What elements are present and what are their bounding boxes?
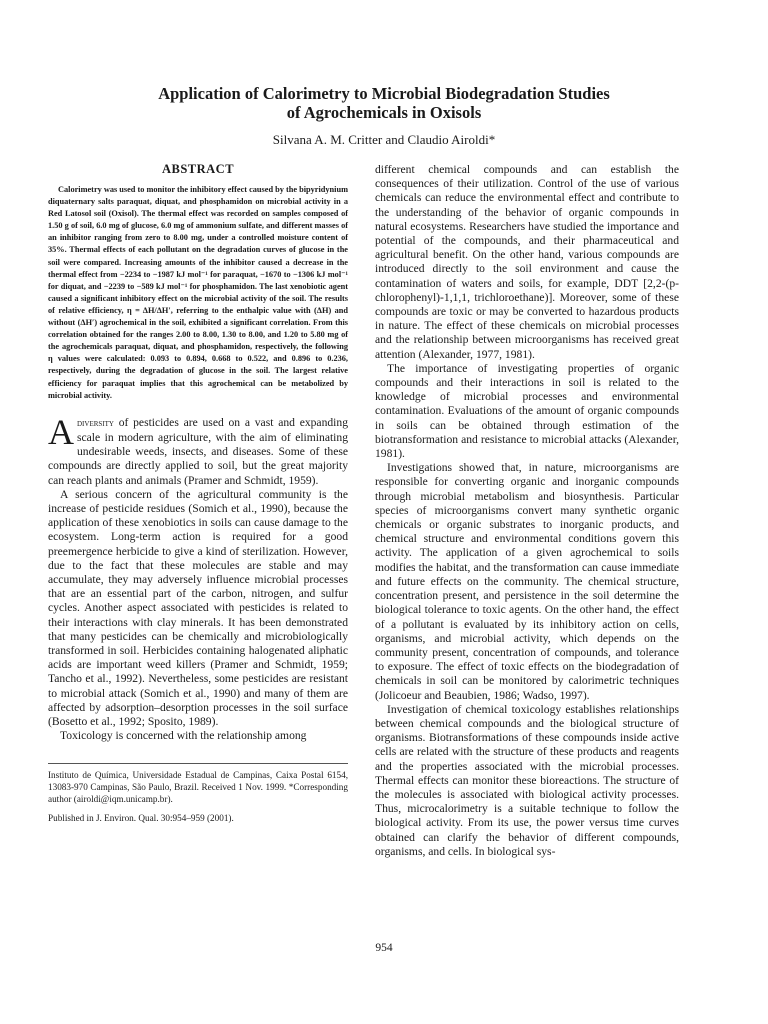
affiliation-footnote: Instituto de Química, Universidade Estadual de Campinas, Caixa Postal 6154, 13083-970 Campinas, São Paulo, Brazil. Received 1 Nov. 1999. *Corresponding author (airoldi@iqm.unicamp.br). [48,770,348,804]
page-number: 954 [375,942,393,954]
intro-paragraph-1-text: of pesticides are used on a vast and expanding scale in modern agriculture, with the aim of eliminating undesirable weeds, insects, and diseases. Some of these compounds are directly applied to soil, but the great majority can reach plants and animals (Pramer and Schmidt, 1959). [48,415,348,487]
footnote-divider [48,763,348,764]
right-paragraph-3: Investigations showed that, in nature, microorganisms are responsible for converting organic and inorganic compounds through microbial metabolism and biosynthesis. Particular species of microorganisms convert many synthetic organic chemicals or organic substrates to inorganic products, and chemical structure and environmental conditions govern this activity. The application of a given agrochemical to soils modifies the habitat, and the transformation can cause immediate and future effects on the community. The chemical structure, concentration present, and persistence in the soil determine the biological tolerance to toxic agents. On the other hand, the effect of a pollutant is evaluated by its inhibitory action on cells, organisms, and microbial activity, which depends on the community present, concentration of compounds, and tolerance to exposure. The effect of toxic effects on the biodegradation of chemicals in soil can be monitored by calorimetric techniques (Jolicoeur and Beaubien, 1986; Wadso, 1997). [375,461,679,702]
title-line-1: Application of Calorimetry to Microbial Biodegradation Studies [158,84,610,103]
right-paragraph-1: different chemical compounds and can establish the consequences of their utilization. Control of the use of various chemicals can reduce the environmental effect and contribute to the understanding of the behavior of organic compounds in natural ecosystems. Researchers have studied the importance and potential of the compounds, and their pharmaceutical and agricultural benefit. On the other hand, various compounds are introduced directly to the soil environment and cause the contamination of waters and soils, for example, DDT [2,2-(p-chlorophenyl)-1,1,1, trichloroethane)]. Moreover, some of these compounds are toxic or may be converted to hazardous products in nature. The effect of these chemicals on microbial processes and the relationship between microorganisms has received great attention (Alexander, 1977, 1981). [375,163,679,361]
right-paragraph-4: Investigation of chemical toxicology establishes relationships between chemical compounds and the biological structure of organisms. Biotransformations of these compounds inside active cells are related with the structure of these products and reagents and the properties associated with the microbial processes. Thermal effects can monitor these bioreactions. The structure of the molecules is associated with biological activity processes. Thus, microcalorimetry is a suitable technique to follow the biological activity. From its use, the power versus time curves obtained can clarify the behavior of different compounds, organisms, and cells. In biological sys- [375,702,679,858]
drop-cap: A [48,411,74,452]
intro-smallcaps: diversity [77,417,114,429]
title-line-2: of Agrochemicals in Oxisols [286,103,482,122]
intro-paragraph-3: Toxicology is concerned with the relationship among [60,729,307,743]
abstract-text: Calorimetry was used to monitor the inhibitory effect caused by the bipyridynium diquaternary salts paraquat, diquat, and phosphamidon on microbial activity in a Red Latosol soil (Oxisol). The thermal effect was recorded on samples composed of 1.50 g of soil, 6.0 mg of glucose, 6.0 mg of ammonium sulfate, and different masses of an inhibitor ranging from zero to 8.00 mg, under a controlled moisture content of 35%. Thermal effects of each pollutant on the degradation curves of glucose in the soil were compared. Increasing amounts of the inhibitor caused a decrease in the thermal effect from −2234 to −1987 kJ mol⁻¹ for paraquat, −1670 to −1306 kJ mol⁻¹ for diquat, and −2239 to −589 kJ mol⁻¹ for phosphamidon. The last xenobiotic agent caused a significant inhibitory effect on the microbial activity of the soil. The results of relative efficiency, η = ΔH/ΔH′, referring to the enthalpic value with (ΔH) and without (ΔH′) agrochemical in the soil, exhibited a significant correlation. From this correlation obtained for the ranges 2.00 to 8.00, 1.30 to 8.00, and 1.20 to 5.80 mg of the agrochemicals paraquat, diquat, and phosphamidon, respectively, the following η values were calculated: 0.093 to 0.894, 0.668 to 0.522, and 0.896 to 0.236, respectively, during the degradation of glucose in the soil. The largest relative efficiency for paraquat implies that this agrochemical can be metabolized by microbial activity. [48,185,348,400]
abstract-heading: ABSTRACT [161,162,235,176]
right-column [375,163,679,859]
left-body [48,411,348,744]
intro-paragraph-1 [48,411,348,488]
paper-title [60,84,708,122]
left-column [48,162,348,833]
authors: Silvana A. M. Critter and Claudio Airoldi* [272,132,496,147]
publication-footnote: Published in J. Environ. Qual. 30:954–959 (2001). [48,813,234,824]
intro-paragraph-2: A serious concern of the agricultural community is the increase of pesticide residues (Somich et al., 1990), because the application of these xenobiotics in soils can cause damage to the ecosystem. Long-term action is required for a good preemergence herbicide to give a kind of sterilization. However, due to the fact that these molecules are stable and may accumulate, they may adversely influence microbial processes that are an essential part of the carbon, nitrogen, and sulfur cycles. Another aspect associated with pesticides is related to their interactions with clay minerals. It has been demonstrated that many pesticides can be chemically and microbiologically transformed in soil. Herbicides containing halogenated aliphatic acids are important weed killers (Pramer and Schmidt, 1959; Tancho et al., 1992). Nevertheless, some pesticides are resistant to microbial attack (Somich et al., 1990) and many of them are affected by adsorption–desorption processes in the soil surface (Bosetto et al., 1992; Sposito, 1989). [48,487,348,728]
right-paragraph-2: The importance of investigating properties of organic compounds and their interactions in soil is related to the knowledge of microbial processes and environmental contamination. Evaluations of the amount of organic compounds in soils can be obtained through estimation of the biotransformation and resistance to microbial attacks (Alexander, 1981). [375,361,679,461]
